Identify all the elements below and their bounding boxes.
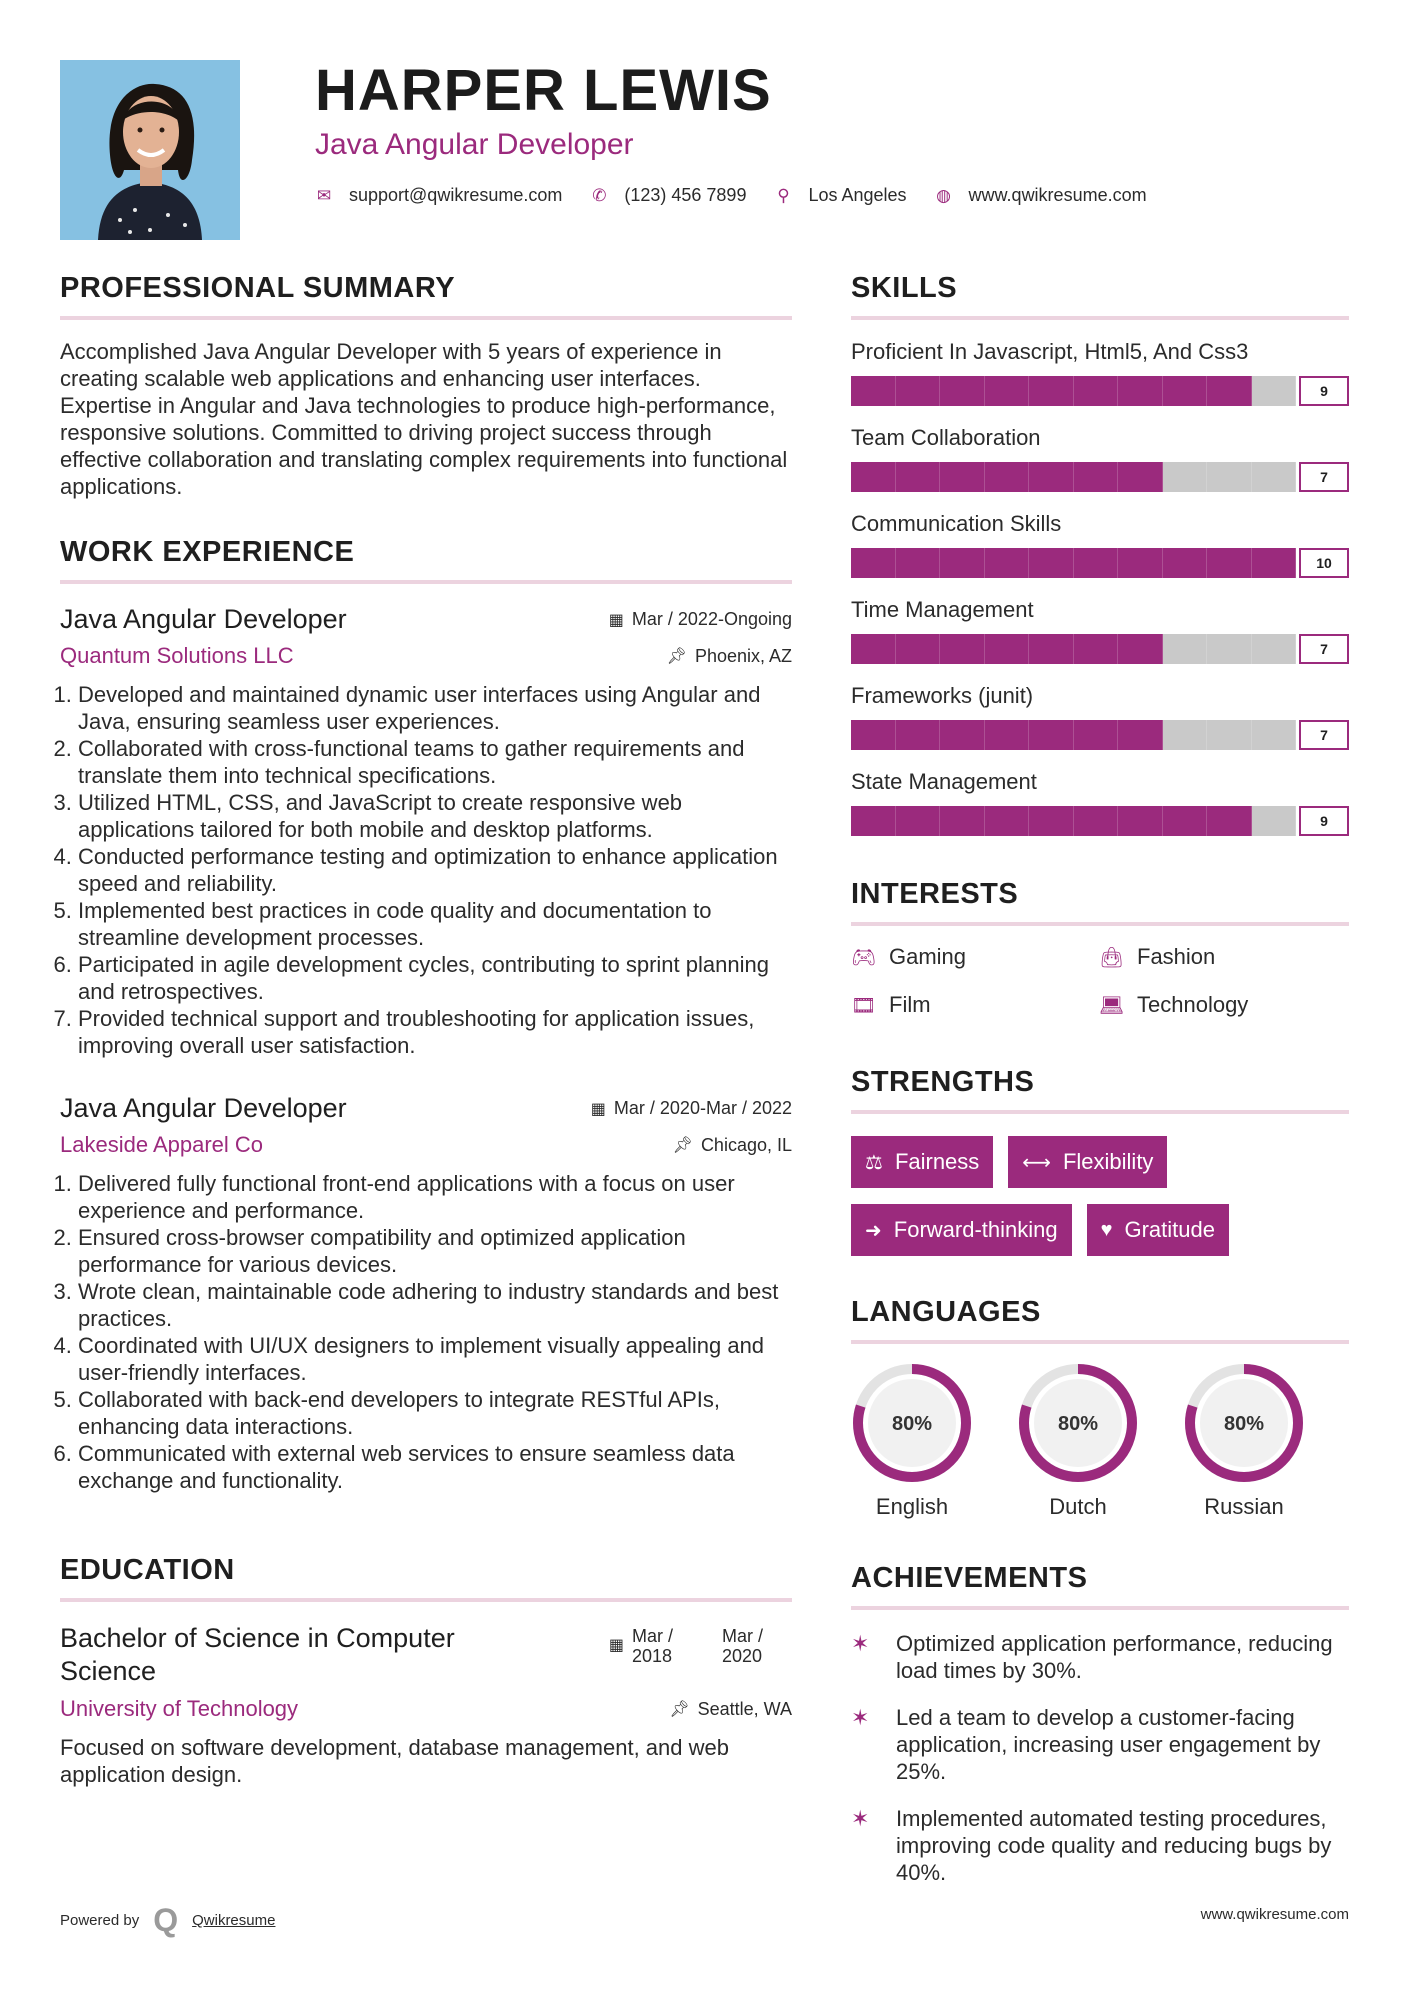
- left-column: [60, 270, 792, 1788]
- strength-badge: [851, 1136, 993, 1188]
- language-name: Russian: [1204, 1494, 1284, 1519]
- language-name: English: [875, 1494, 949, 1519]
- job-location-text: Chicago, IL: [700, 1134, 792, 1155]
- skill-bar: [851, 720, 1296, 750]
- job-title: Java Angular Developer: [60, 1093, 347, 1123]
- skill-bar: [851, 806, 1296, 836]
- achievement-item: [851, 1704, 1349, 1785]
- language-name: Dutch: [1049, 1494, 1107, 1519]
- company-name: Lakeside Apparel Co: [60, 1132, 264, 1157]
- language-ring: [1017, 1362, 1139, 1484]
- skills-heading: SKILLS: [851, 270, 1349, 320]
- language-item: [1017, 1362, 1183, 1520]
- strength-badge: [1008, 1136, 1167, 1188]
- job-entry: [60, 1093, 792, 1494]
- strength-label: Flexibility: [1062, 1149, 1154, 1174]
- laptop-icon: 💻︎: [1099, 994, 1125, 1017]
- duty-item: 1. Delivered fully functional front-end applications with a focus on user experience and performance.: [78, 1170, 792, 1224]
- duty-item: 5. Implemented best practices in code quality and documentation to streamline development processes.: [78, 897, 792, 951]
- education-heading: EDUCATION: [60, 1552, 792, 1602]
- skill-score: 9: [1299, 806, 1349, 836]
- language-item: [851, 1362, 1017, 1520]
- skill-bar: [851, 634, 1296, 664]
- map-pin-icon: ⚲: [777, 185, 790, 205]
- summary-text: Accomplished Java Angular Developer with 5 years of experience in creating scalable web applications and enhancing user interfaces. Expertise in Angular and Java technologies to produce high-performance, responsive solutions. Committed to driving project success through effective collaboration and translating complex requirements into functional applications.: [60, 339, 788, 499]
- skill-name: Team Collaboration: [851, 425, 1041, 450]
- school-name: University of Technology: [60, 1696, 299, 1721]
- job-date: [591, 1098, 792, 1119]
- strengths-list: [851, 1136, 1349, 1256]
- duty-item: 2. Collaborated with cross-functional teams to gather requirements and translate them into technical specifications.: [78, 735, 792, 789]
- skill-name: State Management: [851, 769, 1037, 794]
- shopping-bag-icon: 👜︎: [1099, 946, 1125, 969]
- company-name: Quantum Solutions LLC: [60, 643, 294, 668]
- job-entry: [60, 604, 792, 1059]
- skill-name: Frameworks (junit): [851, 683, 1034, 708]
- phone-icon: ✆: [592, 185, 607, 205]
- powered-by-text: Powered by: [60, 1912, 140, 1929]
- language-percent: 80%: [1057, 1413, 1099, 1435]
- skill-score: 10: [1299, 548, 1349, 578]
- duty-item: 3. Wrote clean, maintainable code adhering to industry standards and best practices.: [78, 1278, 792, 1332]
- interest-label: Gaming: [889, 944, 967, 969]
- portrait-illustration: [60, 60, 240, 240]
- interest-label: Fashion: [1137, 944, 1216, 969]
- globe-icon: ◍: [936, 185, 951, 205]
- location-text: Los Angeles: [808, 185, 907, 205]
- contact-email[interactable]: [315, 185, 562, 206]
- job-date-text: Mar / 2020-Mar / 2022: [613, 1098, 792, 1118]
- duty-item: 1. Developed and maintained dynamic user interfaces using Angular and Java, ensuring seamless user experiences.: [78, 681, 792, 735]
- strength-badge: [1087, 1204, 1229, 1256]
- language-ring: [851, 1362, 973, 1484]
- contact-website[interactable]: [935, 185, 1147, 206]
- brand-link[interactable]: Qwikresume: [192, 1912, 276, 1929]
- skill-item: [851, 338, 1349, 406]
- strength-label: Gratitude: [1124, 1217, 1215, 1242]
- summary-heading: PROFESSIONAL SUMMARY: [60, 270, 792, 320]
- right-column: [851, 270, 1349, 1886]
- skill-item: [851, 424, 1349, 492]
- language-item: [1183, 1362, 1349, 1520]
- achievement-text: Implemented automated testing procedures, improving code quality and reducing bugs by 40%.: [896, 1806, 1332, 1885]
- school-location-text: Seattle, WA: [697, 1698, 792, 1719]
- balance-scale-icon: ⚖: [865, 1151, 883, 1174]
- job-location-text: Phoenix, AZ: [694, 645, 792, 666]
- interest-label: Technology: [1137, 992, 1249, 1017]
- skill-bar: [851, 548, 1296, 578]
- arrow-right-icon: ➜: [865, 1219, 882, 1242]
- calendar-icon: ▦: [608, 1637, 624, 1654]
- job-location: [667, 646, 792, 667]
- strength-label: Forward-thinking: [893, 1217, 1058, 1242]
- pushpin-icon: 📌︎: [669, 1701, 690, 1718]
- calendar-icon: ▦: [608, 611, 624, 629]
- school-location: [669, 1699, 792, 1720]
- footer-powered-by: [60, 1902, 275, 1939]
- candidate-title: Java Angular Developer: [315, 128, 634, 161]
- duties-list: [60, 1170, 792, 1494]
- skill-item: [851, 596, 1349, 664]
- skill-bar: [851, 376, 1296, 406]
- duties-list: [60, 681, 792, 1059]
- education-end: Mar / 2020: [722, 1626, 764, 1666]
- interest-item: [1099, 992, 1347, 1018]
- job-date: [609, 609, 792, 630]
- duty-item: 6. Participated in agile development cycles, contributing to sprint planning and retrospectives.: [78, 951, 792, 1005]
- contact-location: [774, 185, 906, 206]
- pushpin-icon: 📌︎: [666, 648, 687, 665]
- resume-header: [315, 55, 1355, 206]
- interest-item: [851, 992, 1099, 1018]
- star-icon: ✶: [851, 1631, 870, 1656]
- achievements-list: [851, 1630, 1349, 1886]
- interest-label: Film: [889, 992, 931, 1017]
- skills-list: [851, 338, 1349, 836]
- skill-name: Communication Skills: [851, 511, 1062, 536]
- duty-item: 4. Coordinated with UI/UX designers to implement visually appealing and user-friendly interfaces.: [78, 1332, 792, 1386]
- email-text: support@qwikresume.com: [349, 185, 563, 205]
- skill-name: Time Management: [851, 597, 1034, 622]
- achievements-heading: ACHIEVEMENTS: [851, 1560, 1349, 1610]
- skill-item: [851, 510, 1349, 578]
- skill-score: 7: [1299, 720, 1349, 750]
- achievement-item: [851, 1630, 1349, 1684]
- star-icon: ✶: [851, 1705, 870, 1730]
- languages-heading: LANGUAGES: [851, 1294, 1349, 1344]
- film-icon: 🎞︎: [851, 994, 877, 1017]
- contact-phone[interactable]: [590, 185, 746, 206]
- strength-badge: [851, 1204, 1072, 1256]
- interest-item: [851, 944, 1099, 970]
- strengths-heading: STRENGTHS: [851, 1064, 1349, 1114]
- duty-item: 6. Communicated with external web services to ensure seamless data exchange and functionality.: [78, 1440, 792, 1494]
- pushpin-icon: 📌︎: [672, 1137, 693, 1154]
- experience-heading: WORK EXPERIENCE: [60, 534, 792, 584]
- profile-photo: [60, 60, 240, 240]
- envelope-icon: ✉: [316, 185, 332, 205]
- gamepad-icon: 🎮︎: [851, 946, 877, 969]
- skill-score: 9: [1299, 376, 1349, 406]
- star-icon: ✶: [851, 1806, 870, 1831]
- languages-list: [851, 1362, 1349, 1520]
- arrows-horizontal-icon: ⟷: [1022, 1151, 1051, 1174]
- qwikresume-logo-icon: Q: [153, 1902, 179, 1938]
- duty-item: 2. Ensured cross-browser compatibility and optimized application performance for various devices.: [78, 1224, 792, 1278]
- skill-score: 7: [1299, 634, 1349, 664]
- phone-text: (123) 456 7899: [624, 185, 747, 205]
- achievement-text: Optimized application performance, reducing load times by 30%.: [896, 1631, 1333, 1683]
- skill-bar: [851, 462, 1296, 492]
- job-date-text: Mar / 2022-Ongoing: [631, 609, 792, 629]
- heart-icon: ♥: [1100, 1218, 1113, 1241]
- footer-website[interactable]: www.qwikresume.com: [1200, 1906, 1349, 1923]
- duty-item: 3. Utilized HTML, CSS, and JavaScript to create responsive web applications tailored for both mobile and desktop platforms.: [78, 789, 792, 843]
- achievement-text: Led a team to develop a customer-facing application, increasing user engagement by 25%.: [896, 1705, 1321, 1784]
- interests-list: [851, 944, 1349, 1018]
- strength-label: Fairness: [894, 1149, 980, 1174]
- language-percent: 80%: [891, 1413, 933, 1435]
- duty-item: 5. Collaborated with back-end developers to integrate RESTful APIs, enhancing data interactions.: [78, 1386, 792, 1440]
- contact-row: [315, 185, 1355, 206]
- duty-item: 4. Conducted performance testing and optimization to enhance application speed and reliability.: [78, 843, 792, 897]
- duty-item: 7. Provided technical support and troubleshooting for application issues, improving overall user satisfaction.: [78, 1005, 792, 1059]
- job-location: [673, 1135, 792, 1156]
- website-text: www.qwikresume.com: [968, 185, 1147, 205]
- calendar-icon: ▦: [590, 1100, 606, 1118]
- skill-score: 7: [1299, 462, 1349, 492]
- achievement-item: [851, 1805, 1349, 1886]
- interest-item: [1099, 944, 1347, 970]
- education-start: Mar / 2018: [632, 1626, 674, 1666]
- language-percent: 80%: [1223, 1413, 1265, 1435]
- skill-item: [851, 682, 1349, 750]
- education-description: Focused on software development, database management, and web application design.: [60, 1735, 729, 1787]
- interests-heading: INTERESTS: [851, 876, 1349, 926]
- language-ring: [1183, 1362, 1305, 1484]
- skill-name: Proficient In Javascript, Html5, And Css3: [851, 339, 1249, 364]
- job-title: Java Angular Developer: [60, 604, 347, 634]
- candidate-name: HARPER LEWIS: [315, 58, 772, 123]
- degree-title: Bachelor of Science in Computer Science: [60, 1623, 455, 1686]
- education-dates: [609, 1626, 792, 1666]
- skill-item: [851, 768, 1349, 836]
